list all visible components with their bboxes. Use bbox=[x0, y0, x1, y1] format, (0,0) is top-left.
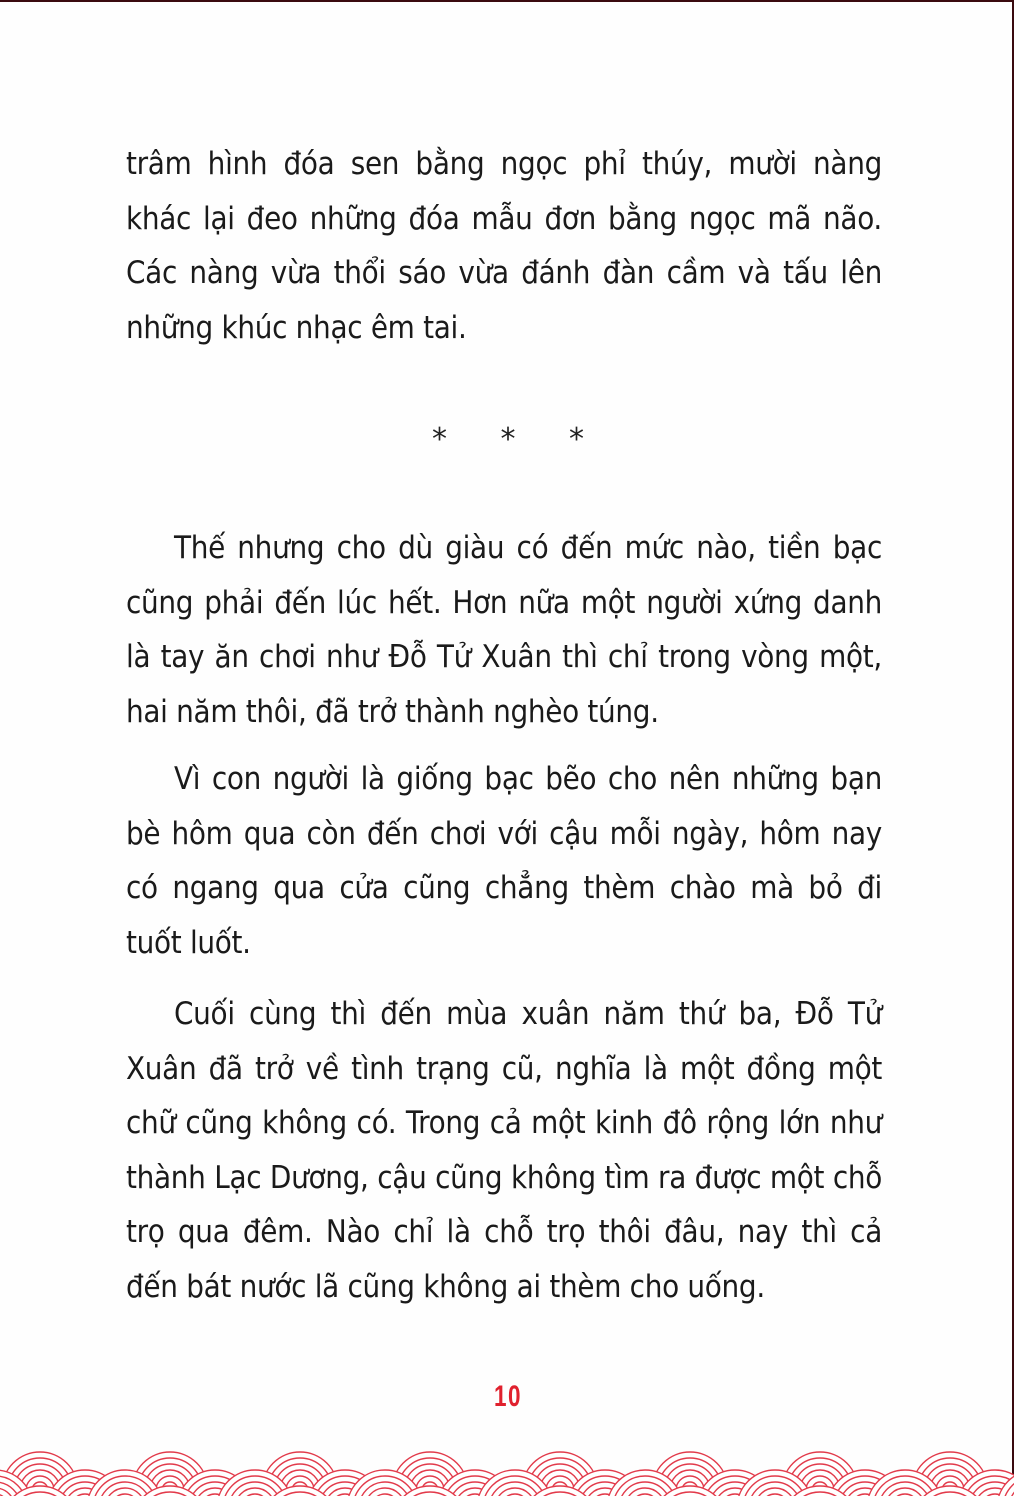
paragraph: Thế nhưng cho dù giàu có đến mức nào, tiền bạc cũng phải đến lúc hết. Hơn nữa một người xứng danh là tay ăn chơi như Đỗ Tử Xuân thì chỉ trong vòng một, hai năm thôi, đã trở thành nghèo túng. bbox=[126, 530, 882, 730]
paragraph-block-3 bbox=[126, 752, 882, 970]
paragraph: trâm hình đóa sen bằng ngọc phỉ thúy, mười nàng khác lại đeo những đóa mẫu đơn bằng ngọc mã não. Các nàng vừa thổi sáo vừa đánh đàn cầm và tấu lên những khúc nhạc êm tai. bbox=[126, 146, 882, 346]
page-number: 10 bbox=[493, 1380, 523, 1413]
wave-pattern-footer bbox=[0, 1442, 1014, 1496]
separator-asterisk: * bbox=[431, 422, 447, 457]
separator-asterisk: * bbox=[569, 422, 585, 457]
section-separator bbox=[0, 422, 1016, 457]
paragraph-block-2 bbox=[126, 521, 882, 739]
paragraph: Cuối cùng thì đến mùa xuân năm thứ ba, Đỗ Tử Xuân đã trở về tình trạng cũ, nghĩa là một đồng một chữ cũng không có. Trong cả một kinh đô rộng lớn như thành Lạc Dương, cậu cũng không tìm ra được một chỗ trọ qua đêm. Nào chỉ là chỗ trọ thôi đâu, nay thì cả đến bát nước lã cũng không ai thèm cho uống. bbox=[126, 996, 882, 1305]
paragraph-block-1 bbox=[126, 137, 882, 355]
paragraph-block-4 bbox=[126, 987, 882, 1314]
paragraph: Vì con người là giống bạc bẽo cho nên những bạn bè hôm qua còn đến chơi với cậu mỗi ngày, hôm nay có ngang qua cửa cũng chẳng thèm chào mà bỏ đi tuốt luốt. bbox=[126, 761, 882, 961]
separator-asterisk: * bbox=[500, 422, 516, 457]
